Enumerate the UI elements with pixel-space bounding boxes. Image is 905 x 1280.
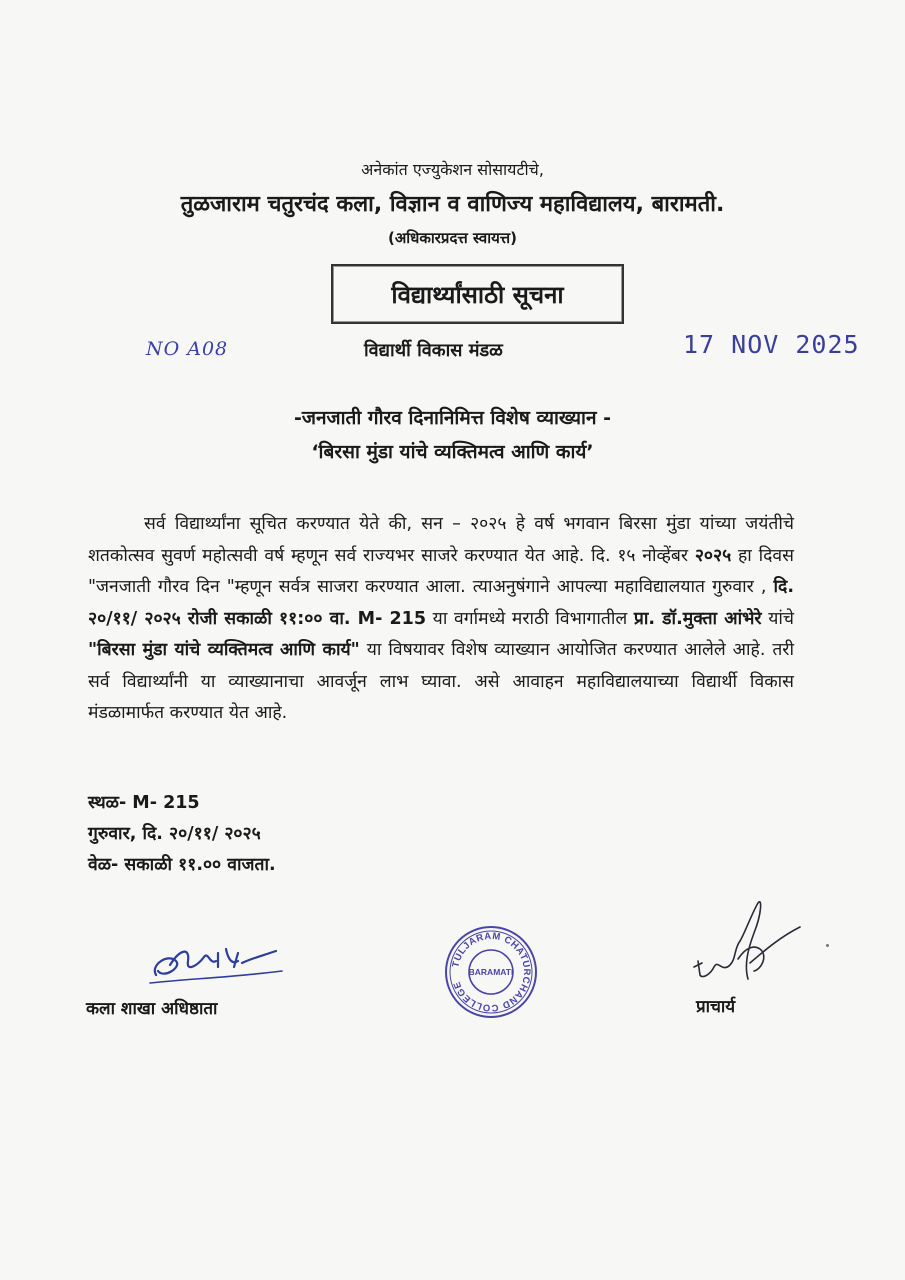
seal-center-text: BARAMATI bbox=[468, 967, 514, 977]
reference-number: NO A08 bbox=[146, 338, 229, 360]
dean-signature bbox=[146, 935, 286, 987]
committee-name: विद्यार्थी विकास मंडळ bbox=[364, 340, 503, 361]
body-part-4: दि. २०/११/ २०२५ रोजी सकाळी ११:०० वा. M- 215 bbox=[88, 577, 794, 629]
venue: स्थळ- M- 215 bbox=[88, 793, 200, 813]
college-seal bbox=[443, 924, 539, 1020]
principal-signature bbox=[690, 893, 810, 993]
notice-title-box bbox=[331, 264, 624, 324]
event-date: गुरुवार, दि. २०/११/ २०२५ bbox=[88, 824, 261, 844]
date-stamp: 17 NOV 2025 bbox=[683, 330, 860, 359]
body-part-8: "बिरसा मुंडा यांचे व्यक्तिमत्व आणि कार्य" bbox=[88, 640, 360, 660]
body-part-7: यांचे bbox=[761, 608, 795, 629]
body-part-9: या विषयावर विशेष व्याख्यान आयोजित करण्यात आलेले आहे. तरी सर्व विद्यार्थ्यांनी या व्याख्यानाचा आवर्जून लाभ घ्यावा. असे आवाहन महाविद्यालयाच्या विद्यार्थी विकास मंडळामार्फत करण्यात येत आहे. bbox=[88, 640, 794, 723]
notice-title: विद्यार्थ्यांसाठी सूचना bbox=[391, 280, 564, 309]
seal-ring-text: TULJARAM CHATURCHAND COLLEGE bbox=[450, 930, 533, 1014]
body-part-5: या वर्गामध्ये मराठी विभागातील bbox=[426, 608, 634, 629]
subtitle-line-2: ‘बिरसा मुंडा यांचे व्यक्तिमत्व आणि कार्य’ bbox=[311, 441, 594, 463]
event-time: वेळ- सकाळी ११.०० वाजता. bbox=[88, 855, 276, 875]
body-part-1: सर्व विद्यार्थ्यांना सूचित करण्यात येते की, सन – २०२५ हे वर्ष भगवान बिरसा मुंडा यांच्या जयंतीचे शतकोत्सव सुवर्ण महोत्सवी वर्ष म्हणून सर्व राज्यभर साजरे करण्यात येत आहे. दि. १५ नोव्हेंबर bbox=[88, 514, 794, 566]
society-name: अनेकांत एज्युकेशन सोसायटीचे, bbox=[361, 160, 544, 179]
principal-label: प्राचार्य bbox=[696, 997, 736, 1017]
body-part-6: प्रा. डॉ.मुक्ता आंभेरे bbox=[633, 608, 762, 629]
autonomous-status: (अधिकारप्रदत्त स्वायत्त) bbox=[387, 229, 518, 247]
body-part-3: हा दिवस "जनजाती गौरव दिन "म्हणून सर्वत्र साजरा करण्यात आला. त्याअनुषंगाने आपल्या महाविद्यालयात गुरुवार , bbox=[88, 545, 794, 597]
body-part-2: २०२५ bbox=[694, 545, 732, 566]
event-details bbox=[88, 788, 276, 881]
dean-label: कला शाखा अधिष्ठाता bbox=[86, 999, 218, 1019]
notice-body bbox=[88, 509, 794, 730]
college-name: तुळजाराम चतुरचंद कला, विज्ञान व वाणिज्य महाविद्यालय, बारामती. bbox=[180, 192, 725, 217]
ink-dot bbox=[826, 944, 829, 947]
subtitle-line-1: -जनजाती गौरव दिनानिमित्त विशेष व्याख्यान - bbox=[294, 407, 611, 429]
